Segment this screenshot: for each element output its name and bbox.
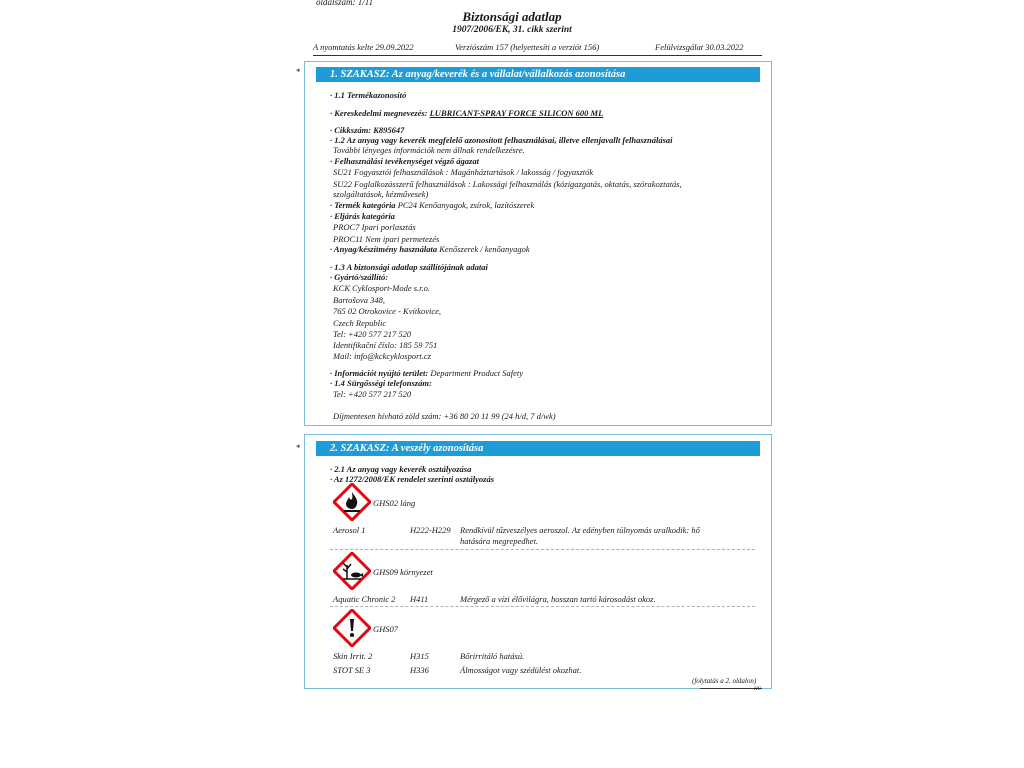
hazard-statement: Álmosságot vagy szédülést okozhat. xyxy=(460,665,582,675)
hazard-statement-continued: hatására megrepedhet. xyxy=(460,536,539,546)
section-1-title: 1. SZAKASZ: Az anyag/keverék és a vállalat/vállalkozás azonosítása xyxy=(316,67,760,82)
revision-date: Felülvizsgálat 30.03.2022 xyxy=(655,42,744,52)
ghs02-label: GHS02 láng xyxy=(373,498,416,508)
hazard-code: H315 xyxy=(410,651,429,661)
supplier-email: Mail: info@kckcyklosport.cz xyxy=(333,351,431,361)
proc11-row: PROC11 Nem ipari permetezés xyxy=(333,234,440,244)
info-department-label: · Információt nyújtó terület: xyxy=(330,368,431,378)
trade-name-row xyxy=(330,108,603,118)
supplier-phone: Tel: +420 577 217 520 xyxy=(333,329,412,339)
page-number: oldalszám: 1/11 xyxy=(316,0,374,7)
address-line: Czech Republic xyxy=(333,318,387,328)
ghs07-label: GHS07 xyxy=(373,624,399,634)
flame-icon xyxy=(333,483,371,521)
version-number: Verziószám 157 (helyettesíti a verziót 156) xyxy=(455,42,600,52)
address-line: 765 02 Otrokovice - Kvítkovice, xyxy=(333,306,442,316)
hazard-statement: Bőrirritáló hatású. xyxy=(460,651,525,661)
product-category-label: · Termék kategória xyxy=(330,200,398,210)
supplier-id: Identifikační číslo: 185 59 751 xyxy=(333,340,438,350)
address-line: KCK Cyklosport-Mode s.r.o. xyxy=(333,283,431,293)
hazard-separator xyxy=(330,606,755,607)
address-line: Bartošova 348, xyxy=(333,295,385,305)
product-category-value: PC24 Kenőanyagok, zsírok, lazítószerek xyxy=(397,200,535,210)
hazard-class: Aquatic Chronic 2 xyxy=(333,594,396,604)
hazard-code: H411 xyxy=(410,594,429,604)
document-subtitle: 1907/2006/EK, 31. cikk szerint xyxy=(452,25,572,35)
info-department-value: Department Product Safety xyxy=(430,368,524,378)
process-category-label: · Eljárás kategória xyxy=(330,211,395,221)
no-further-info: További lényeges információk nem állnak rendelkezésre. xyxy=(333,145,525,155)
trade-name-label: · Kereskedelmi megnevezés: xyxy=(330,108,430,118)
regulation-heading: · Az 1272/2008/EK rendelet szerinti osztályozás xyxy=(330,474,495,484)
supplier-heading: · 1.3 A biztonsági adatlap szállítójának adatai xyxy=(330,262,488,272)
emergency-phone: Tel: +420 577 217 520 xyxy=(333,389,412,399)
hazard-statement: Mérgező a vízi élővilágra, hosszan tartó károsodást okoz. xyxy=(460,594,656,604)
hazard-class: Aerosol 1 xyxy=(333,525,366,535)
identified-uses-heading: · 1.2 Az anyag vagy keverék megfelelő azonosított felhasználásai, illetve ellenjavallt felhasználásai xyxy=(330,135,673,145)
hazard-class: STOT SE 3 xyxy=(333,665,371,675)
change-marker: * xyxy=(296,67,301,77)
su21-row: SU21 Fogyasztói felhasználások : Magánháztartások / lakosság / fogyasztók xyxy=(333,167,594,177)
footer-divider xyxy=(700,688,762,689)
hazard-separator xyxy=(330,549,755,550)
classification-heading: · 2.1 Az anyag vagy keverék osztályozása xyxy=(330,464,472,474)
hazard-code: H336 xyxy=(410,665,429,675)
header-divider xyxy=(313,55,762,56)
change-marker: * xyxy=(296,443,301,453)
free-phone-number: Díjmentesen hívható zöld szám: +36 80 20 11 99 (24 h/d, 7 d/wk) xyxy=(333,411,556,421)
ghs09-label: GHS09 környezet xyxy=(373,567,433,577)
hazard-code: H222-H229 xyxy=(410,525,451,535)
environment-icon xyxy=(333,552,371,590)
article-number: · Cikkszám: K895647 xyxy=(330,125,405,135)
proc7-row: PROC7 Ipari porlasztás xyxy=(333,222,416,232)
continued-note: (folytatás a 2. oldalon) xyxy=(692,677,757,685)
substance-use-label: · Anyag/készítmény használata xyxy=(330,244,440,254)
print-date: A nyomtatás kelte 29.09.2022 xyxy=(313,42,414,52)
hazard-class: Skin Irrit. 2 xyxy=(333,651,373,661)
language-code: HU xyxy=(754,687,762,692)
document-title: Biztonsági adatlap xyxy=(462,9,562,24)
product-identifier-heading: · 1.1 Termékazonosító xyxy=(330,90,407,100)
sector-of-use-label: · Felhasználási tevékenységet végző ágazat xyxy=(330,156,479,166)
substance-use-row xyxy=(330,244,530,254)
manufacturer-label: · Gyártó/szállító: xyxy=(330,272,389,282)
substance-use-value: Kenőszerek / kenőanyagok xyxy=(439,244,530,254)
su22-row: SU22 Foglalkozásszerű felhasználások : Lakossági felhasználás (közigazgatás, oktatás, szórakoztatás, xyxy=(333,179,682,189)
trade-name: LUBRICANT-SPRAY FORCE SILICON 600 ML xyxy=(429,108,604,118)
hazard-statement: Rendkívül tűzveszélyes aeroszol. Az edényben túlnyomás uralkodik: hő xyxy=(460,525,700,535)
exclamation-icon xyxy=(333,609,371,647)
su22-row-continued: szolgáltatások, kézművesek) xyxy=(333,189,429,199)
info-department-row xyxy=(330,368,523,378)
section-2-title: 2. SZAKASZ: A veszély azonosítása xyxy=(316,441,760,456)
product-category-row xyxy=(330,200,534,210)
emergency-phone-label: · 1.4 Sürgősségi telefonszám: xyxy=(330,378,432,388)
